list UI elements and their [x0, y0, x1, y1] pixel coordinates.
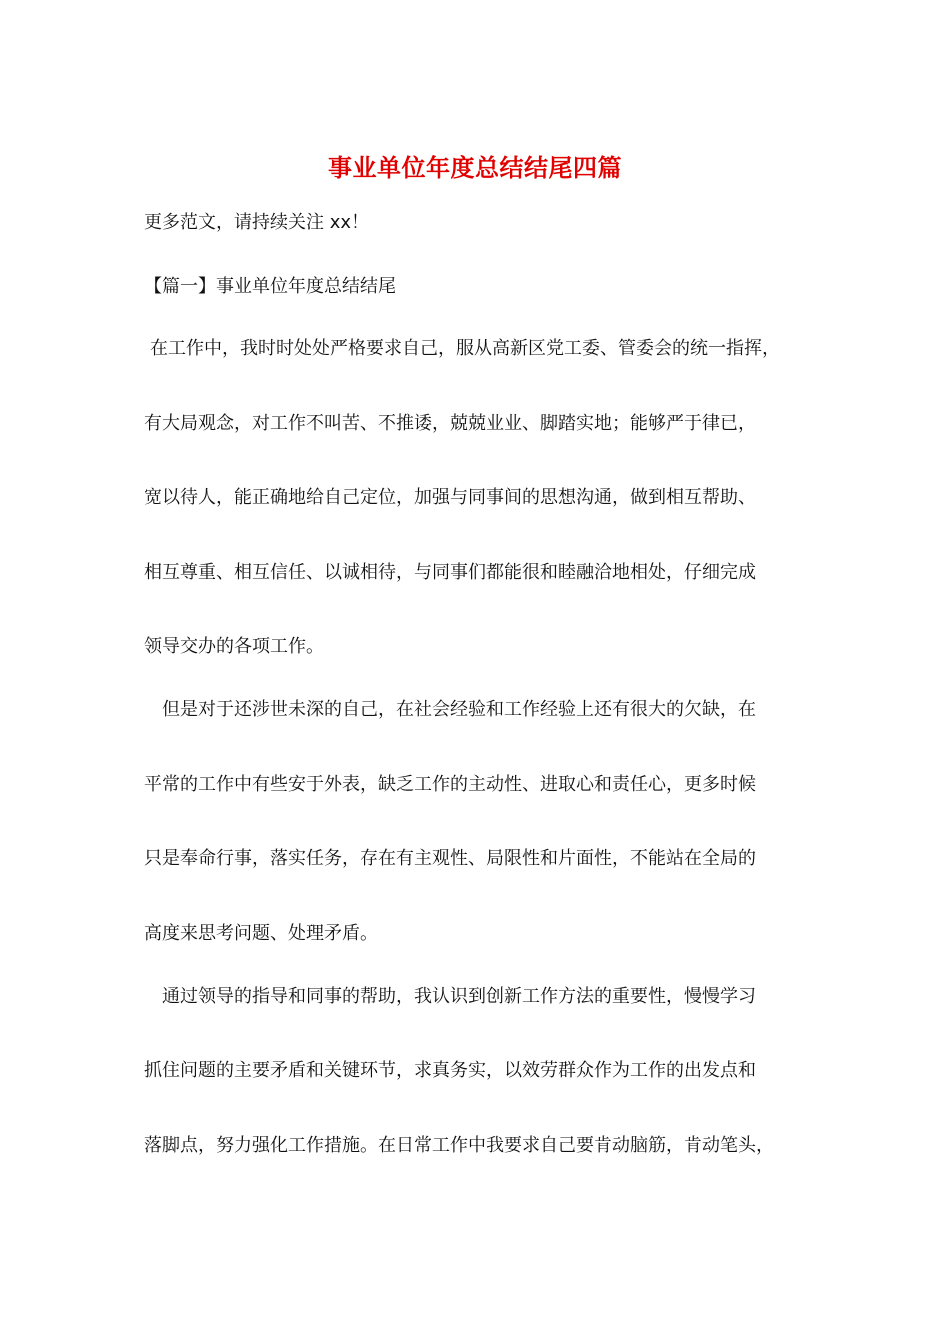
paragraph-2-line-4: 高度来思考问题、处理矛盾。	[144, 923, 378, 944]
section-heading: 【篇一】事业单位年度总结结尾	[144, 276, 396, 297]
paragraph-2-line-1: 但是对于还涉世未深的自己，在社会经验和工作经验上还有很大的欠缺，在	[162, 699, 756, 720]
paragraph-1-line-1: 在工作中，我时时处处严格要求自己，服从高新区党工委、管委会的统一指挥，	[150, 338, 780, 359]
notice-text: 更多范文，请持续关注 xx！	[144, 212, 370, 233]
paragraph-1-line-2: 有大局观念，对工作不叫苦、不推诿，兢兢业业、脚踏实地；能够严于律已，	[144, 413, 756, 434]
paragraph-1-line-3: 宽以待人，能正确地给自己定位，加强与同事间的思想沟通，做到相互帮助、	[144, 487, 756, 508]
paragraph-1-line-4: 相互尊重、相互信任、以诚相待，与同事们都能很和睦融洽地相处，仔细完成	[144, 562, 756, 583]
paragraph-3-line-3: 落脚点，努力强化工作措施。在日常工作中我要求自己要肯动脑筋，肯动笔头，	[144, 1135, 774, 1156]
paragraph-2-line-2: 平常的工作中有些安于外表，缺乏工作的主动性、进取心和责任心，更多时候	[144, 774, 756, 795]
paragraph-3-line-2: 抓住问题的主要矛盾和关键环节，求真务实，以效劳群众作为工作的出发点和	[144, 1060, 756, 1081]
document-title: 事业单位年度总结结尾四篇	[328, 153, 622, 182]
paragraph-1-line-5: 领导交办的各项工作。	[144, 636, 324, 657]
paragraph-2-line-3: 只是奉命行事，落实任务，存在有主观性、局限性和片面性，不能站在全局的	[144, 848, 756, 869]
paragraph-3-line-1: 通过领导的指导和同事的帮助，我认识到创新工作方法的重要性，慢慢学习	[162, 986, 756, 1007]
